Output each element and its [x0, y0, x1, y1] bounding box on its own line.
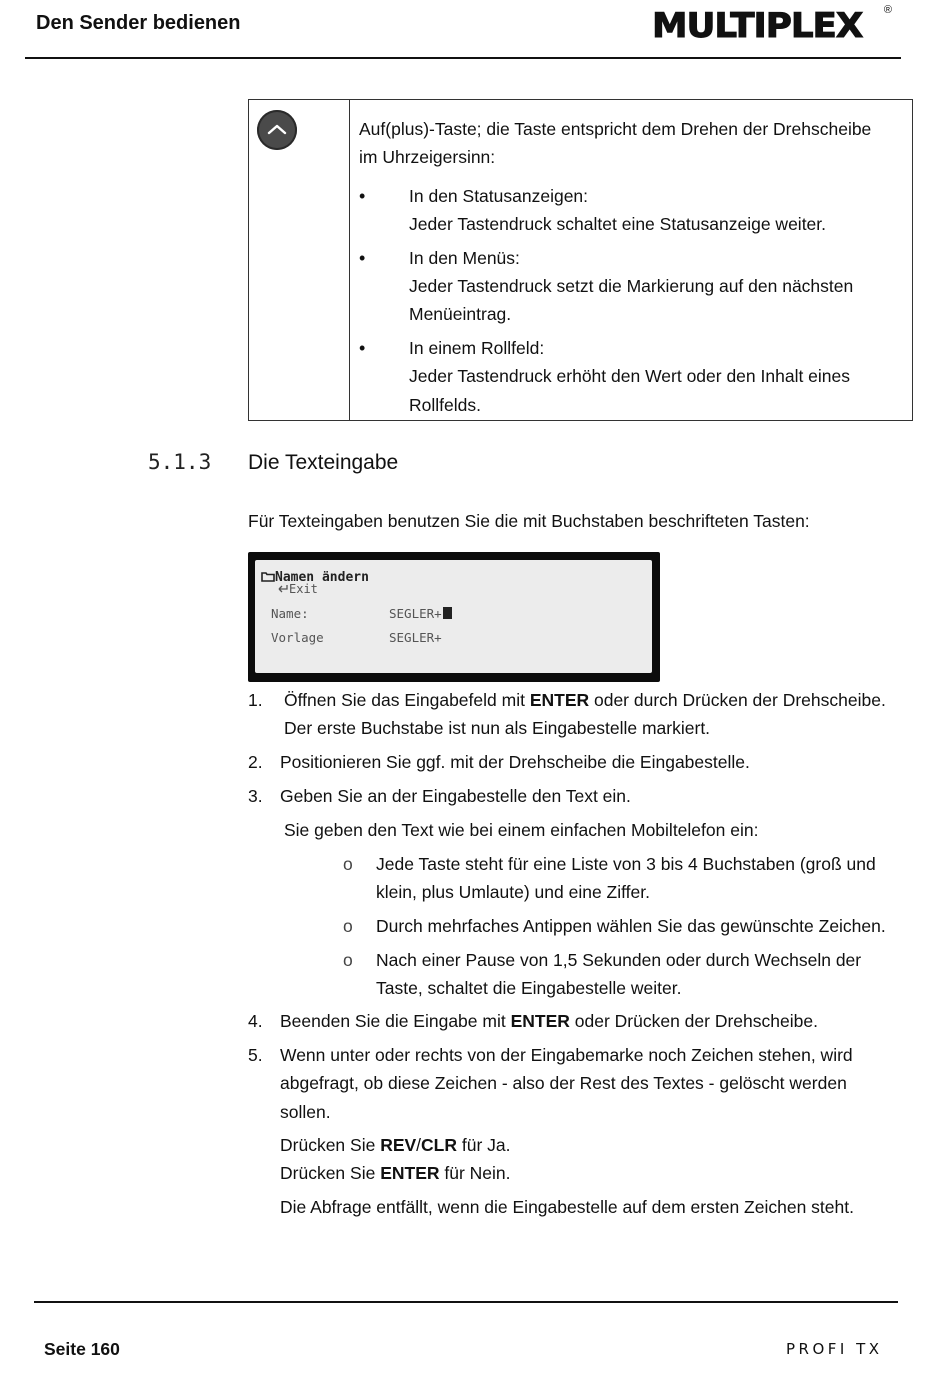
lcd-name-value: SEGLER+: [389, 606, 442, 621]
page-number: Seite 160: [44, 1339, 120, 1359]
return-arrow-icon: [277, 584, 289, 594]
header-rule: [25, 57, 901, 59]
lcd-template-label: Vorlage: [271, 630, 324, 645]
lcd-name-field: [389, 606, 452, 621]
step-5-text-cont: abgefragt, ob diese Zeichen - also der Rest des Textes - gelöscht werden: [280, 1073, 847, 1093]
key-intro-line-2: im Uhrzeigersinn:: [359, 147, 496, 167]
section-title: Die Texteingabe: [248, 451, 399, 474]
bullet-item-2-heading: In den Menüs:: [409, 248, 520, 268]
bullet-item-2-text-cont: Menüeintrag.: [409, 304, 512, 324]
bullet-marker: •: [359, 248, 366, 268]
step-5-yes-instruction: Drücken Sie REV/CLR für Ja.: [280, 1135, 511, 1155]
registered-mark: ®: [883, 4, 892, 16]
lcd-title-text: Namen ändern: [275, 570, 369, 585]
lcd-name-label: Name:: [271, 606, 309, 621]
logo-text: MULTIPLEX: [652, 6, 863, 46]
multiplex-logo: [652, 6, 892, 46]
sub-bullet-marker: o: [343, 854, 353, 874]
folder-icon: [261, 571, 275, 582]
sub-item-1-cont: klein, plus Umlaute) und eine Ziffer.: [376, 882, 650, 902]
bullet-item-2-text: Jeder Tastendruck setzt die Markierung auf den nächsten: [409, 276, 854, 296]
lcd-exit-label: Exit: [289, 582, 318, 596]
chevron-up-icon: [267, 122, 287, 136]
step-4-text: Beenden Sie die Eingabe mit ENTER oder Drücken der Drehscheibe.: [280, 1011, 818, 1031]
step-4-number: 4.: [248, 1011, 263, 1031]
step-5-no-instruction: Drücken Sie ENTER für Nein.: [280, 1163, 511, 1183]
key-intro-line-1: Auf(plus)-Taste; die Taste entspricht dem Drehen der Drehscheibe: [359, 119, 872, 139]
product-name: PROFI TX: [786, 1340, 883, 1358]
up-arrow-key-icon: [257, 110, 297, 150]
lcd-screenshot: [248, 552, 660, 682]
step-5-text: Wenn unter oder rechts von der Eingabemarke noch Zeichen stehen, wird: [280, 1045, 853, 1065]
sub-item-3: Nach einer Pause von 1,5 Sekunden oder durch Wechseln der: [376, 950, 862, 970]
sub-item-1: Jede Taste steht für eine Liste von 3 bis 4 Buchstaben (groß und: [376, 854, 876, 874]
bullet-item-1-text: Jeder Tastendruck schaltet eine Statusanzeige weiter.: [409, 214, 827, 234]
sub-item-2: Durch mehrfaches Antippen wählen Sie das gewünschte Zeichen.: [376, 916, 886, 936]
section-number: 5.1.3: [148, 450, 212, 474]
step-1-text-cont: Der erste Buchstabe ist nun als Eingabestelle markiert.: [284, 718, 711, 738]
step-2-text: Positionieren Sie ggf. mit der Drehscheibe die Eingabestelle.: [280, 752, 750, 772]
footer-rule: [34, 1301, 898, 1303]
bullet-item-3-text: Jeder Tastendruck erhöht den Wert oder den Inhalt eines: [409, 366, 851, 386]
step-3-number: 3.: [248, 786, 263, 806]
bullet-item-3-text-cont: Rollfelds.: [409, 395, 481, 415]
step-3-text: Geben Sie an der Eingabestelle den Text ein.: [280, 786, 631, 806]
section-intro: Für Texteingaben benutzen Sie die mit Buchstaben beschrifteten Tasten:: [248, 511, 810, 531]
sub-bullet-marker: o: [343, 916, 353, 936]
step-2-number: 2.: [248, 752, 263, 772]
lcd-screen: [255, 560, 652, 673]
bullet-item-1-heading: In den Statusanzeigen:: [409, 186, 589, 206]
text-cursor: [443, 607, 452, 619]
step-5-note: Die Abfrage entfällt, wenn die Eingabestelle auf dem ersten Zeichen steht.: [280, 1197, 854, 1217]
step-5-text-cont-2: sollen.: [280, 1102, 331, 1122]
page-header-title: Den Sender bedienen: [36, 12, 241, 34]
step-1-number: 1.: [248, 690, 263, 710]
lcd-exit-item: [277, 582, 318, 596]
bullet-marker: •: [359, 186, 366, 206]
bullet-item-3-heading: In einem Rollfeld:: [409, 338, 545, 358]
step-5-number: 5.: [248, 1045, 263, 1065]
sub-bullet-marker: o: [343, 950, 353, 970]
lcd-notch: [438, 552, 470, 558]
bullet-marker: •: [359, 338, 366, 358]
step-1-text: Öffnen Sie das Eingabefeld mit ENTER oder durch Drücken der Drehscheibe.: [284, 690, 886, 710]
table-column-divider: [349, 100, 350, 420]
sub-item-3-cont: Taste, schaltet die Eingabestelle weiter.: [376, 978, 682, 998]
lcd-template-value: SEGLER+: [389, 630, 442, 645]
step-3-sub-intro: Sie geben den Text wie bei einem einfachen Mobiltelefon ein:: [284, 820, 759, 840]
